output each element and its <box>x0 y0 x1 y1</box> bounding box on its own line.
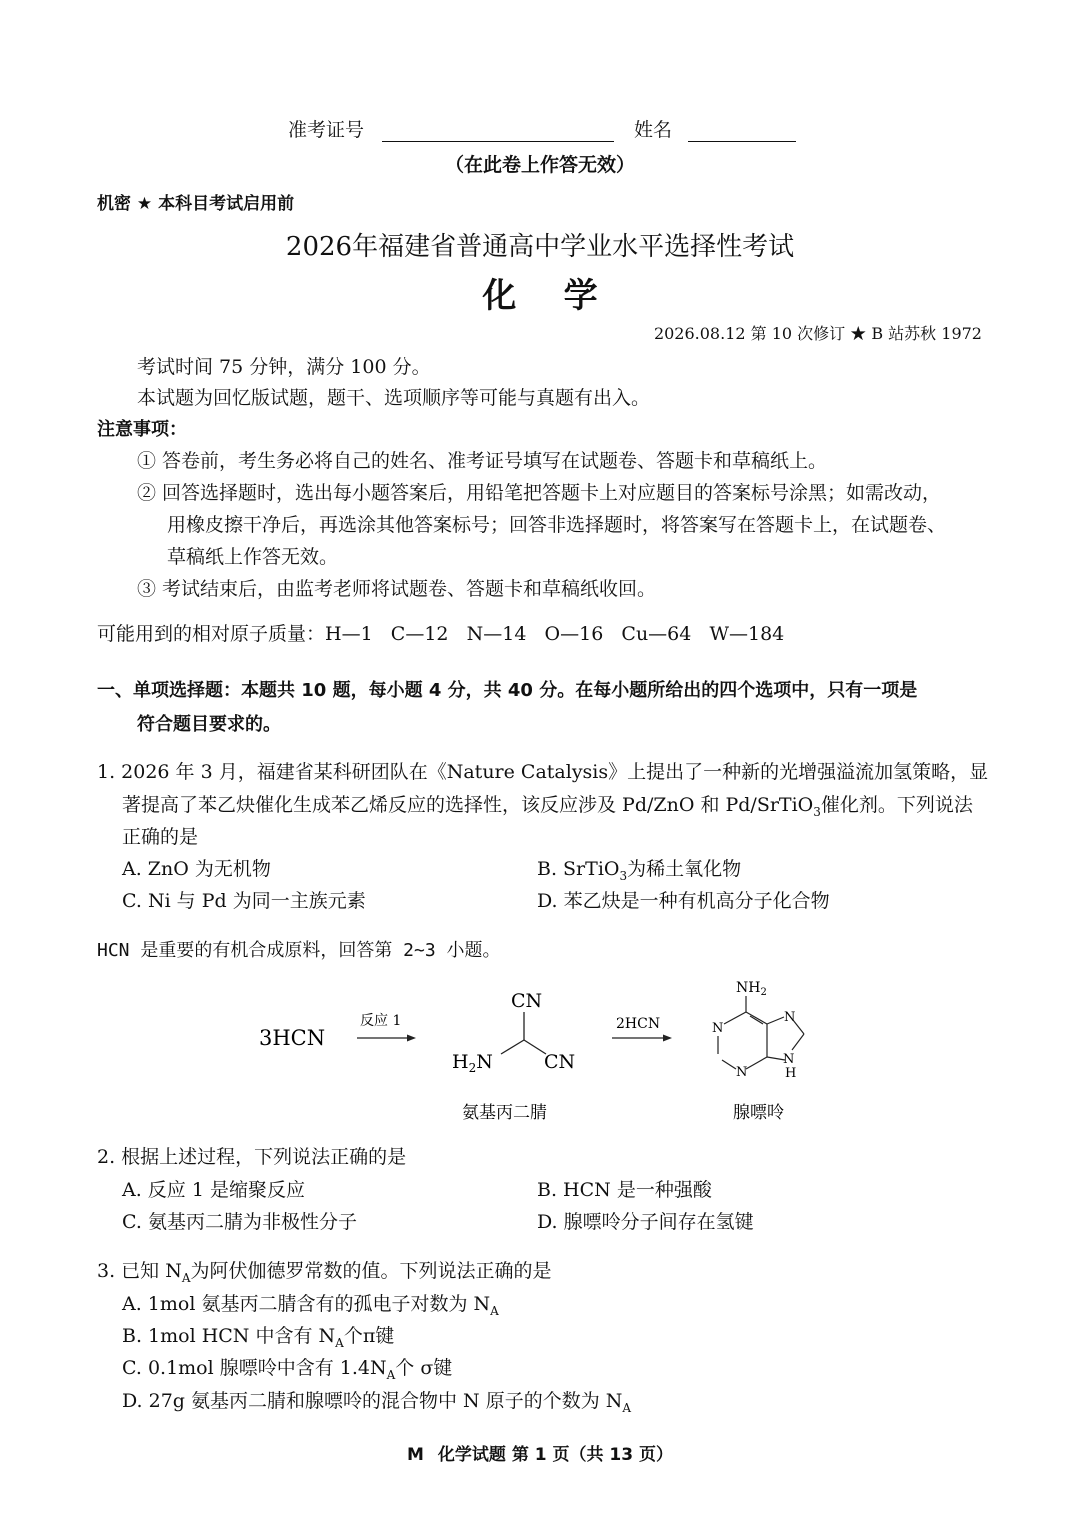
arrow-2-head <box>663 1035 672 1042</box>
adenine-n1: N <box>712 1021 724 1036</box>
adenine-n3: N <box>736 1065 748 1080</box>
q2-stem: 2. 根据上述过程，下列说法正确的是 <box>97 1146 407 1168</box>
section-1-heading: 一、单项选择题：本题共 10 题，每小题 4 分，共 40 分。在每小题所给出的四个选项中，只有一项是 <box>97 680 918 701</box>
section-1-heading-cont: 符合题目要求的。 <box>137 714 281 735</box>
q1-stem-line-1: 1. 2026 年 3 月，福建省某科研团队在《Nature Catalysis》上提出了一种新的光增强溢流加氢策略，显 <box>97 761 989 783</box>
q2-option-c: C. 氨基丙二腈为非极性分子 <box>122 1211 357 1233</box>
q2-option-a: A. 反应 1 是缩聚反应 <box>122 1179 305 1201</box>
q1-option-c: C. Ni 与 Pd 为同一主族元素 <box>122 890 366 912</box>
q3-option-c: C. 0.1mol 腺嘌呤中含有 $1.4N_A$个 σ键 <box>122 1357 453 1382</box>
reactant-3hcn: 3HCN <box>259 1026 326 1050</box>
exam-time: 考试时间 75 分钟，满分 100 分。 <box>137 356 431 378</box>
admission-number-blank <box>382 123 614 142</box>
confidential-line: 机密 ★ 本科目考试启用前 <box>97 194 295 214</box>
page-footer <box>0 1440 1080 1465</box>
q3-option-a: A. 1mol 氨基丙二腈含有的孤电子对数为 $N_A$ <box>122 1293 499 1318</box>
adenine-n9: N <box>783 1052 795 1067</box>
note-2-line-1: ② 回答选择题时，选出每小题答案后，用铅笔把答题卡上对应题目的答案标号涂黑；如需改动， <box>137 482 942 504</box>
arrow-2-label: 2HCN <box>616 1016 661 1032</box>
adenine-n7: N <box>784 1010 796 1025</box>
amino-group: $H_2N$ <box>452 1051 493 1075</box>
subject-title: 化 学 <box>482 276 598 316</box>
q1-option-b: B. SrTiO$_3$为稀土氧化物 <box>537 858 742 883</box>
q1-option-a: A. ZnO 为无机物 <box>122 858 271 880</box>
recall-note: 本试题为回忆版试题，题干、选项顺序等可能与真题有出入。 <box>137 387 651 409</box>
q1-stem-line-3: 正确的是 <box>122 826 199 848</box>
exam-title: 2026年福建省普通高中学业水平选择性考试 <box>285 232 795 262</box>
q3-option-d: D. 27g 氨基丙二腈和腺嘌呤的混合物中 N 原子的个数为 $N_A$ <box>122 1390 632 1415</box>
q3-stem: 3. 已知 $N_A$为阿伏伽德罗常数的值。下列说法正确的是 <box>97 1260 552 1285</box>
name-label: 姓名 <box>634 119 673 141</box>
note-2-line-3: 草稿纸上作答无效。 <box>167 546 339 568</box>
note-1: ① 答卷前，考生务必将自己的姓名、准考证号填写在试题卷、答题卡和草稿纸上。 <box>137 450 828 472</box>
page-number: 化学试题 第 1 页（共 13 页） <box>437 1445 673 1465</box>
cn-top: CN <box>511 990 543 1012</box>
admission-number-label: 准考证号 <box>288 119 365 141</box>
cn-right: CN <box>544 1051 576 1073</box>
name-field <box>634 115 796 142</box>
q2-option-b: B. HCN 是一种强酸 <box>537 1179 712 1201</box>
adenine-nh2: $NH_2$ <box>736 980 767 998</box>
atomic-masses: 可能用到的相对原子质量：H—1 C—12 N—14 O—16 Cu—64 W—184 <box>97 623 785 645</box>
q1-option-d: D. 苯乙炔是一种有机高分子化合物 <box>537 890 830 912</box>
label-adenine: 腺嘌呤 <box>733 1103 784 1123</box>
hcn-intro: HCN 是重要的有机合成原料，回答第 2~3 小题。 <box>97 940 501 961</box>
revision-note: 2026.08.12 第 10 次修订 ★ B 站苏秋 1972 <box>653 324 982 343</box>
admission-number-field <box>288 115 614 142</box>
note-2-line-2: 用橡皮擦干净后，再选涂其他答案标号；回答非选择题时，将答案写在答题卡上，在试题卷、 <box>167 514 947 536</box>
note-3: ③ 考试结束后，由监考老师将试题卷、答题卡和草稿纸收回。 <box>137 578 657 600</box>
arrow-1-label: 反应 1 <box>360 1013 402 1029</box>
q2-option-d: D. 腺嘌呤分子间存在氢键 <box>537 1211 754 1233</box>
paper-code: M <box>407 1445 424 1465</box>
arrow-1-head <box>407 1035 416 1042</box>
notes-title: 注意事项： <box>97 419 187 440</box>
label-aminomalononitrile: 氨基丙二腈 <box>462 1103 547 1123</box>
q1-stem-line-2: 著提高了苯乙炔催化生成苯乙烯反应的选择性，该反应涉及 Pd/ZnO 和 Pd/SrTiO$_3$催化剂。下列说法 <box>122 794 973 819</box>
adenine-h9: H <box>785 1066 797 1081</box>
reaction-scheme <box>240 970 820 1130</box>
q3-option-b: B. 1mol HCN 中含有 $N_A$个π键 <box>122 1325 395 1350</box>
invalid-note: （在此卷上作答无效） <box>444 154 635 176</box>
name-blank <box>688 123 796 142</box>
